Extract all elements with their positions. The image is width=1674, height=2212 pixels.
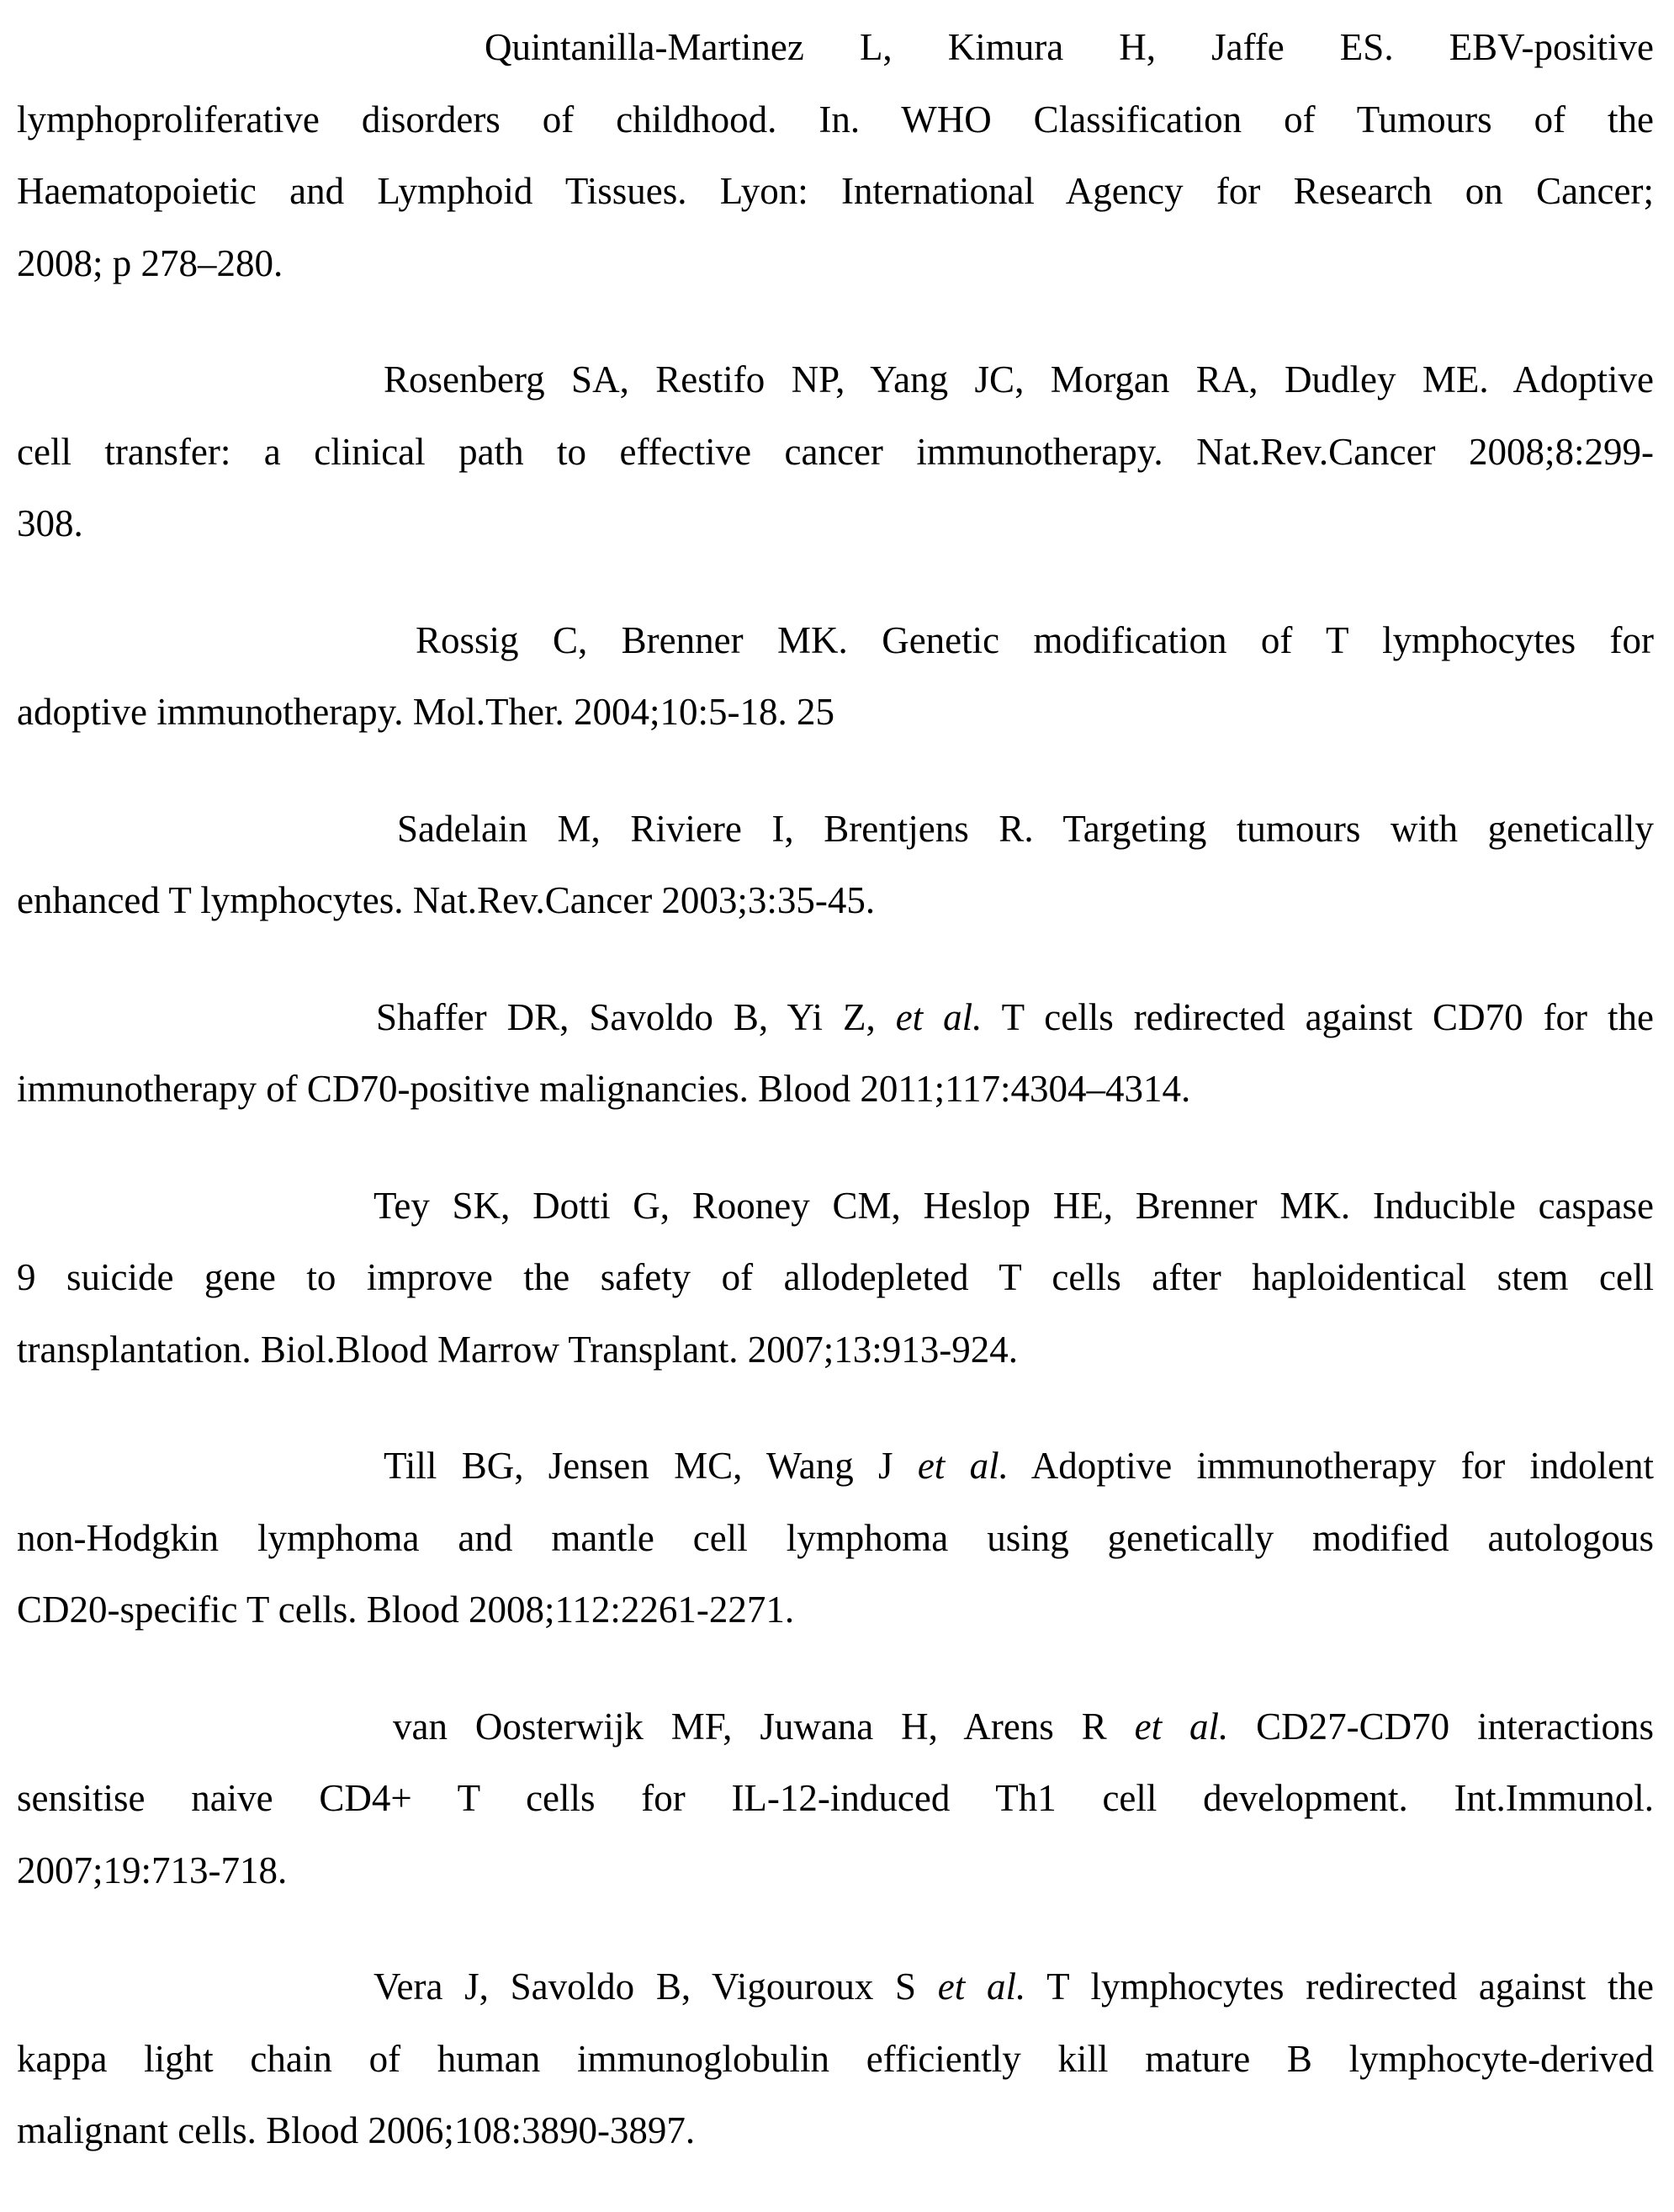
reference-text: 9 suicide gene to improve the safety of allodepleted T cells after haploidentical stem cell (17, 1256, 1654, 1298)
reference-entry (17, 12, 1654, 300)
reference-entry (17, 1951, 1654, 2167)
reference-entry (17, 1170, 1654, 1387)
reference-text: Sadelain M, Riviere I, Brentjens R. Targeting tumours with genetically (397, 808, 1654, 850)
reference-text: Adoptive immunotherapy for indolent (1009, 1445, 1654, 1487)
reference-line (17, 865, 1654, 937)
reference-line (17, 2095, 1654, 2167)
reference-line (17, 84, 1654, 156)
reference-text: T cells redirected against CD70 for the (982, 996, 1654, 1038)
reference-text: enhanced T lymphocytes. Nat.Rev.Cancer 2003;3:35-45. (17, 879, 875, 921)
reference-text: van Oosterwijk MF, Juwana H, Arens R (393, 1705, 1135, 1748)
reference-line (17, 1314, 1654, 1387)
reference-text: CD27-CD70 interactions (1228, 1705, 1654, 1748)
reference-line (17, 1691, 1654, 1764)
reference-text: Tey SK, Dotti G, Rooney CM, Heslop HE, Brenner MK. Inducible caspase (373, 1185, 1654, 1227)
reference-line (17, 1053, 1654, 1126)
reference-text: 2007;19:713-718. (17, 1849, 287, 1891)
reference-text: T lymphocytes redirected against the (1025, 1965, 1654, 2008)
reference-entry (17, 793, 1654, 937)
reference-text: transplantation. Biol.Blood Marrow Transplant. 2007;13:913-924. (17, 1329, 1018, 1371)
reference-line (17, 1170, 1654, 1243)
italic-text: et al. (918, 1445, 1009, 1487)
reference-text: Rossig C, Brenner MK. Genetic modification of T lymphocytes for (416, 619, 1654, 661)
reference-line (17, 1763, 1654, 1835)
reference-line (17, 1951, 1654, 2024)
reference-line (17, 982, 1654, 1054)
reference-text: Quintanilla-Martinez L, Kimura H, Jaffe ES. EBV-positive (485, 26, 1654, 68)
reference-text: non-Hodgkin lymphoma and mantle cell lymphoma using genetically modified autologous (17, 1517, 1654, 1559)
reference-entry (17, 1691, 1654, 1907)
reference-text: Till BG, Jensen MC, Wang J (384, 1445, 918, 1487)
reference-line (17, 676, 1654, 749)
reference-line (17, 793, 1654, 866)
reference-text: Haematopoietic and Lymphoid Tissues. Lyon: International Agency for Research on Cancer; (17, 170, 1654, 212)
reference-entry (17, 344, 1654, 560)
reference-line (17, 488, 1654, 560)
reference-entry (17, 982, 1654, 1126)
italic-text: et al. (1135, 1705, 1229, 1748)
reference-text: CD20-specific T cells. Blood 2008;112:2261-2271. (17, 1589, 794, 1631)
reference-line (17, 1242, 1654, 1314)
reference-text: lymphoproliferative disorders of childhood. In. WHO Classification of Tumours of the (17, 98, 1654, 141)
reference-line (17, 416, 1654, 489)
reference-line (17, 1503, 1654, 1575)
reference-text: kappa light chain of human immunoglobulin efficiently kill mature B lymphocyte-derived (17, 2038, 1654, 2080)
reference-line (17, 2024, 1654, 2096)
reference-line (17, 1574, 1654, 1647)
reference-line (17, 344, 1654, 416)
reference-entry (17, 605, 1654, 749)
reference-text: sensitise naive CD4+ T cells for IL-12-induced Th1 cell development. Int.Immunol. (17, 1777, 1654, 1819)
italic-text: et al. (896, 996, 983, 1038)
reference-line (17, 1835, 1654, 1907)
reference-line (17, 228, 1654, 300)
reference-text: immunotherapy of CD70-positive malignancies. Blood 2011;117:4304–4314. (17, 1068, 1190, 1110)
reference-text: malignant cells. Blood 2006;108:3890-3897. (17, 2109, 695, 2151)
reference-line (17, 1430, 1654, 1503)
reference-line (17, 12, 1654, 84)
reference-text: Vera J, Savoldo B, Vigouroux S (373, 1965, 938, 2008)
reference-text: adoptive immunotherapy. Mol.Ther. 2004;10:5-18. 25 (17, 691, 834, 733)
reference-text: 2008; p 278–280. (17, 242, 283, 284)
reference-line (17, 156, 1654, 228)
reference-text: cell transfer: a clinical path to effective cancer immunotherapy. Nat.Rev.Cancer 2008;8:299- (17, 431, 1654, 473)
reference-text: 308. (17, 502, 83, 544)
reference-entry (17, 1430, 1654, 1647)
reference-list (17, 12, 1654, 2212)
reference-text: Rosenberg SA, Restifo NP, Yang JC, Morgan RA, Dudley ME. Adoptive (384, 358, 1654, 400)
reference-line (17, 605, 1654, 677)
italic-text: et al. (938, 1965, 1025, 2008)
reference-text: Shaffer DR, Savoldo B, Yi Z, (376, 996, 896, 1038)
